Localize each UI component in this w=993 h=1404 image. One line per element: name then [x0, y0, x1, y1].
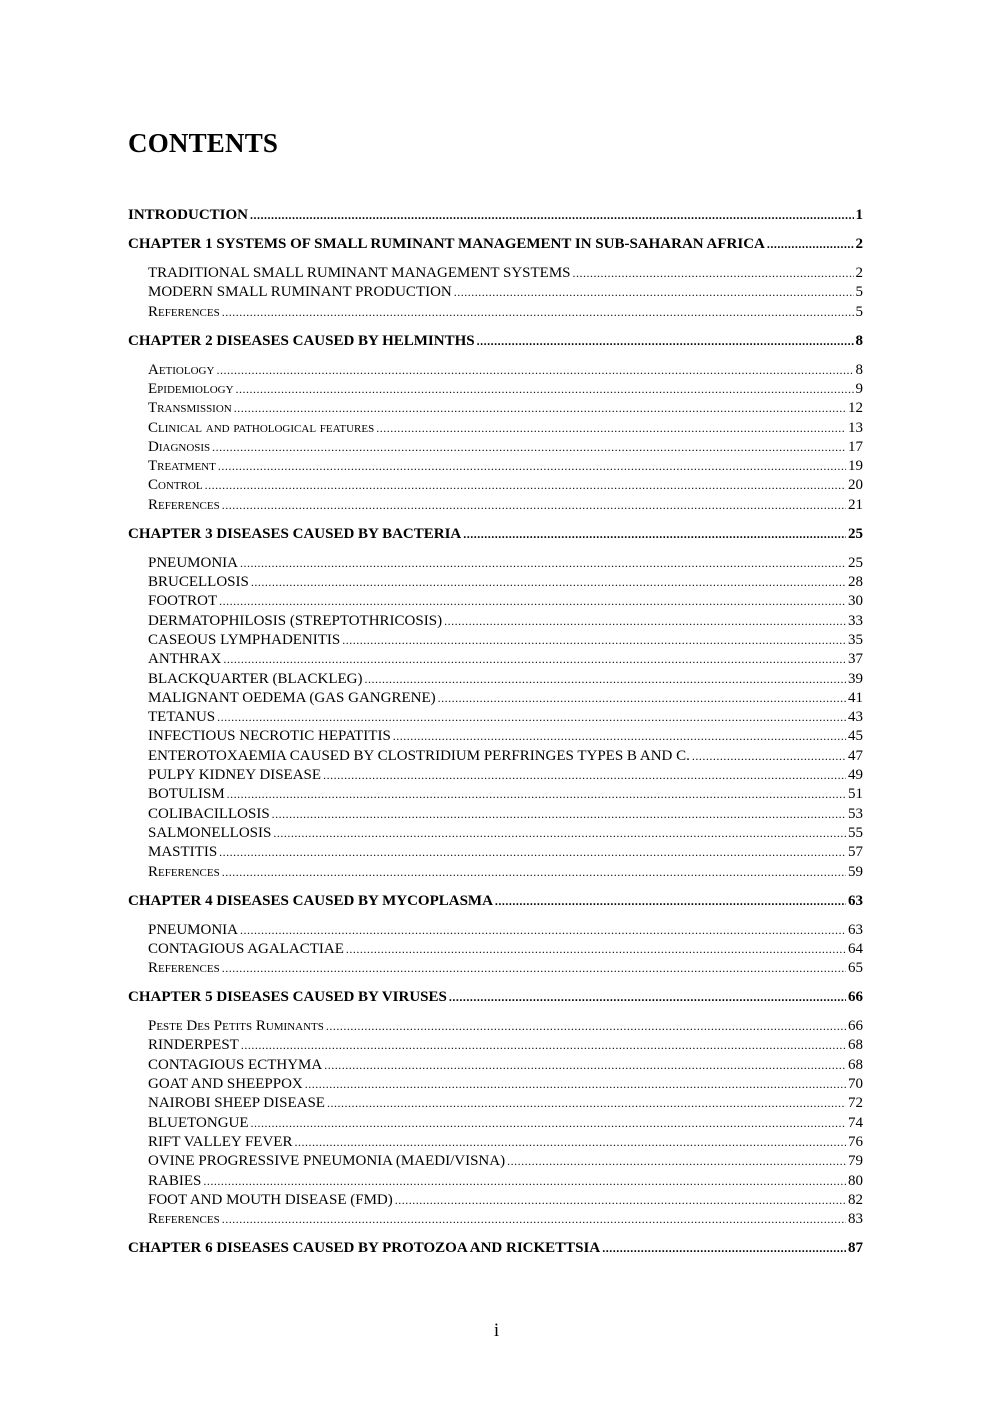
toc-chapter-entry[interactable] [128, 205, 863, 225]
toc-entry-page-number: 17 [848, 438, 863, 455]
toc-entry-page-number: 83 [848, 1211, 863, 1228]
toc-section-entry[interactable] [128, 1171, 863, 1191]
toc-section-entry[interactable] [128, 649, 863, 669]
dot-leader [393, 726, 846, 746]
toc-entry-label: ANTHRAX [148, 651, 222, 668]
toc-entry-page-number: 25 [848, 554, 863, 571]
toc-entry-label: References [148, 303, 220, 320]
toc-entry-label: References [148, 960, 220, 977]
toc-entry-label: COLIBACILLOSIS [148, 805, 270, 822]
toc-section-entry[interactable] [128, 842, 863, 862]
dot-leader [240, 920, 846, 940]
toc-entry-page-number: 45 [848, 728, 863, 745]
toc-entry-page-number: 76 [848, 1133, 863, 1150]
dot-leader [324, 1055, 846, 1075]
toc-section-entry[interactable] [128, 475, 863, 495]
toc-entry-page-number: 64 [848, 940, 863, 957]
toc-entry-label: Transmission [148, 400, 232, 417]
toc-entry-label: ENTEROTOXAEMIA CAUSED BY CLOSTRIDIUM PERFRINGES TYPES B AND C. [148, 747, 690, 764]
toc-section-entry[interactable] [128, 398, 863, 418]
dot-leader [217, 707, 846, 727]
toc-section-entry[interactable] [128, 379, 863, 399]
toc-section-entry[interactable] [128, 572, 863, 592]
toc-entry-label: TRADITIONAL SMALL RUMINANT MANAGEMENT SYSTEMS [148, 265, 571, 281]
dot-leader [463, 524, 846, 544]
toc-entry-page-number: 63 [848, 921, 863, 938]
toc-entry-label: CHAPTER 2 DISEASES CAUSED BY HELMINTHS [128, 332, 475, 349]
toc-entry-page-number: 20 [848, 477, 863, 494]
toc-entry-page-number: 5 [855, 284, 863, 301]
toc-section-entry[interactable] [128, 1113, 863, 1133]
toc-entry-label: Clinical and pathological features [148, 419, 375, 436]
toc-entry-label: CONTAGIOUS ECTHYMA [148, 1056, 323, 1073]
dot-leader [222, 302, 854, 322]
toc-entry-label: CHAPTER 4 DISEASES CAUSED BY MYCOPLASMA [128, 892, 493, 909]
toc-chapter-entry[interactable] [128, 234, 863, 254]
toc-section-entry[interactable] [128, 302, 863, 322]
dot-leader [222, 862, 846, 882]
toc-entry-label: FOOTROT [148, 593, 218, 610]
dot-leader [326, 1016, 846, 1036]
toc-section-entry[interactable] [128, 1132, 863, 1152]
toc-section-entry[interactable] [128, 958, 863, 978]
toc-entry-page-number: 80 [848, 1172, 863, 1189]
dot-leader [203, 1171, 846, 1191]
dot-leader [218, 456, 846, 476]
toc-section-entry[interactable] [128, 1074, 863, 1094]
dot-leader [234, 398, 846, 418]
dot-leader [444, 611, 846, 631]
toc-entry-page-number: 79 [848, 1153, 863, 1170]
toc-section-entry[interactable] [128, 1093, 863, 1113]
dot-leader [216, 360, 853, 380]
dot-leader [236, 379, 854, 399]
toc-entry-page-number: 2 [855, 265, 863, 281]
dot-leader [438, 688, 846, 708]
dot-leader [205, 475, 846, 495]
toc-entry-label: CASEOUS LYMPHADENITIS [148, 631, 341, 648]
dot-leader [222, 958, 846, 978]
toc-entry-page-number: 55 [848, 824, 863, 841]
dot-leader [346, 939, 846, 959]
toc-section-entry[interactable] [128, 1016, 863, 1036]
dot-leader [250, 205, 853, 225]
dot-leader [323, 765, 846, 785]
toc-section-entry[interactable] [128, 1035, 863, 1055]
toc-section-entry[interactable] [128, 804, 863, 824]
toc-entry-label: Treatment [148, 458, 216, 475]
toc-chapter-entry[interactable] [128, 891, 863, 911]
toc-section-entry[interactable] [128, 939, 863, 959]
toc-entry-page-number: 47 [848, 747, 863, 764]
toc-entry-page-number: 19 [848, 458, 863, 475]
toc-entry-page-number: 63 [848, 892, 863, 909]
toc-section-entry[interactable] [128, 1190, 863, 1210]
toc-entry-page-number: 74 [848, 1114, 863, 1131]
toc-section-entry[interactable] [128, 688, 863, 708]
dot-leader [602, 1238, 846, 1258]
toc-section-entry[interactable] [128, 1055, 863, 1075]
toc-entry-label: CONTAGIOUS AGALACTIAE [148, 940, 344, 957]
toc-chapter-entry[interactable] [128, 987, 863, 1007]
toc-entry-page-number: 82 [848, 1191, 863, 1208]
toc-section-entry[interactable] [128, 765, 863, 785]
toc-entry-page-number: 49 [848, 767, 863, 783]
toc-section-entry[interactable] [128, 1209, 863, 1229]
toc-entry-label: NAIROBI SHEEP DISEASE [148, 1095, 325, 1112]
toc-entry-page-number: 39 [848, 670, 863, 687]
toc-section-entry[interactable] [128, 282, 863, 302]
dot-leader [507, 1151, 846, 1171]
dot-leader [692, 746, 846, 766]
toc-section-entry[interactable] [128, 495, 863, 515]
toc-entry-label: TETANUS [148, 709, 216, 726]
toc-entry-label: Aetiology [148, 361, 215, 378]
dot-leader [477, 331, 854, 351]
dot-leader [449, 987, 846, 1007]
toc-entry-page-number: 70 [848, 1076, 863, 1092]
toc-section-entry[interactable] [128, 862, 863, 882]
toc-entry-label: BLACKQUARTER (BLACKLEG) [148, 670, 363, 687]
toc-section-entry[interactable] [128, 591, 863, 611]
toc-entry-page-number: 59 [848, 863, 863, 880]
toc-entry-page-number: 37 [848, 651, 863, 668]
toc-entry-page-number: 68 [848, 1037, 863, 1054]
toc-entry-page-number: 66 [848, 1018, 863, 1035]
toc-entry-label: INTRODUCTION [128, 207, 249, 223]
toc-section-entry[interactable] [128, 746, 863, 766]
dot-leader [219, 591, 846, 611]
dot-leader [376, 418, 846, 438]
dot-leader [251, 572, 846, 592]
toc-entry-label: INFECTIOUS NECROTIC HEPATITIS [148, 728, 391, 745]
toc-section-entry[interactable] [128, 920, 863, 940]
toc-entry-label: OVINE PROGRESSIVE PNEUMONIA (MAEDI/VISNA) [148, 1153, 506, 1170]
dot-leader [495, 891, 846, 911]
toc-entry-page-number: 65 [848, 960, 863, 977]
toc-entry-label: FOOT AND MOUTH DISEASE (FMD) [148, 1191, 393, 1208]
toc-entry-label: CHAPTER 3 DISEASES CAUSED BY BACTERIA [128, 525, 462, 542]
dot-leader [273, 823, 846, 843]
toc-entry-label: Peste Des Petits Ruminants [148, 1018, 324, 1035]
toc-section-entry[interactable] [128, 823, 863, 843]
toc-entry-page-number: 28 [848, 574, 863, 590]
toc-entry-page-number: 9 [855, 380, 863, 397]
toc-entry-label: PNEUMONIA [148, 554, 238, 571]
dot-leader [241, 1035, 846, 1055]
toc-entry-page-number: 21 [848, 496, 863, 513]
toc-entry-page-number: 51 [848, 786, 863, 803]
toc-entry-page-number: 13 [848, 419, 863, 436]
dot-leader [294, 1132, 846, 1152]
toc-entry-page-number: 87 [848, 1240, 863, 1257]
toc-section-entry[interactable] [128, 669, 863, 689]
toc-section-entry[interactable] [128, 784, 863, 804]
toc-entry-label: SALMONELLOSIS [148, 824, 272, 841]
dot-leader [212, 437, 846, 457]
toc-entry-page-number: 1 [855, 207, 863, 223]
toc-entry-label: DERMATOPHILOSIS (STREPTOTHRICOSIS) [148, 612, 443, 629]
toc-entry-page-number: 41 [848, 689, 863, 706]
toc-entry-label: MODERN SMALL RUMINANT PRODUCTION [148, 284, 452, 301]
toc-entry-label: PULPY KIDNEY DISEASE [148, 767, 322, 783]
toc-entry-page-number: 2 [855, 236, 863, 252]
toc-section-entry[interactable] [128, 707, 863, 727]
toc-chapter-entry[interactable] [128, 331, 863, 351]
toc-entry-label: RABIES [148, 1172, 202, 1189]
toc-entry-label: References [148, 863, 220, 880]
toc-entry-label: BRUCELLOSIS [148, 574, 249, 590]
toc-entry-page-number: 72 [848, 1095, 863, 1112]
dot-leader [222, 1209, 846, 1229]
dot-leader [272, 804, 846, 824]
toc-entry-page-number: 12 [848, 400, 863, 417]
toc-entry-label: RIFT VALLEY FEVER [148, 1133, 293, 1150]
toc-section-entry[interactable] [128, 630, 863, 650]
toc-entry-page-number: 53 [848, 805, 863, 822]
dot-leader [227, 784, 846, 804]
toc-entry-label: BOTULISM [148, 786, 225, 803]
toc-entry-label: GOAT AND SHEEPPOX [148, 1076, 303, 1092]
toc-entry-page-number: 66 [848, 989, 863, 1006]
toc-entry-page-number: 35 [848, 631, 863, 648]
toc-entry-page-number: 57 [848, 844, 863, 861]
toc-entry-label: Diagnosis [148, 438, 211, 455]
dot-leader [219, 842, 846, 862]
toc-entry-label: References [148, 496, 220, 513]
dot-leader [305, 1074, 846, 1094]
toc-entry-label: MASTITIS [148, 844, 218, 861]
dot-leader [395, 1190, 846, 1210]
toc-chapter-entry[interactable] [128, 1238, 863, 1258]
toc-entry-page-number: 68 [848, 1056, 863, 1073]
toc-section-entry[interactable] [128, 611, 863, 631]
toc-entry-page-number: 25 [848, 525, 863, 542]
toc-entry-label: CHAPTER 6 DISEASES CAUSED BY PROTOZOA AND RICKETTSIA [128, 1240, 601, 1257]
toc-entry-label: CHAPTER 1 SYSTEMS OF SMALL RUMINANT MANAGEMENT IN SUB-SAHARAN AFRICA [128, 236, 765, 252]
toc-entry-label: Control [148, 477, 203, 494]
toc-entry-label: BLUETONGUE [148, 1114, 249, 1131]
toc-section-entry[interactable] [128, 456, 863, 476]
toc-section-entry[interactable] [128, 726, 863, 746]
toc-section-entry[interactable] [128, 1151, 863, 1171]
toc-entry-label: PNEUMONIA [148, 921, 238, 938]
toc-entry-label: CHAPTER 5 DISEASES CAUSED BY VIRUSES [128, 989, 447, 1006]
toc-entry-label: References [148, 1211, 220, 1228]
dot-leader [767, 234, 854, 254]
dot-leader [222, 495, 846, 515]
toc-section-entry[interactable] [128, 437, 863, 457]
toc-section-entry[interactable] [128, 263, 863, 283]
toc-section-entry[interactable] [128, 360, 863, 380]
toc-entry-page-number: 8 [855, 332, 863, 349]
page-title: CONTENTS [128, 128, 279, 158]
toc-entry-label: RINDERPEST [148, 1037, 239, 1054]
toc-entry-page-number: 8 [855, 361, 863, 378]
dot-leader [240, 553, 846, 573]
toc-entry-page-number: 43 [848, 709, 863, 726]
toc-entry-label: Epidemiology [148, 380, 234, 397]
page-number-footer: i [493, 1320, 500, 1341]
toc-entry-page-number: 5 [855, 303, 863, 320]
toc-chapter-entry[interactable] [128, 524, 863, 544]
toc-entry-page-number: 33 [848, 612, 863, 629]
dot-leader [573, 263, 854, 283]
dot-leader [251, 1113, 846, 1133]
dot-leader [454, 282, 854, 302]
dot-leader [223, 649, 846, 669]
toc-entry-label: MALIGNANT OEDEMA (GAS GANGRENE) [148, 689, 436, 706]
dot-leader [342, 630, 846, 650]
toc-entry-page-number: 30 [848, 593, 863, 610]
dot-leader [327, 1093, 846, 1113]
toc-section-entry[interactable] [128, 553, 863, 573]
dot-leader [365, 669, 846, 689]
toc-section-entry[interactable] [128, 418, 863, 438]
